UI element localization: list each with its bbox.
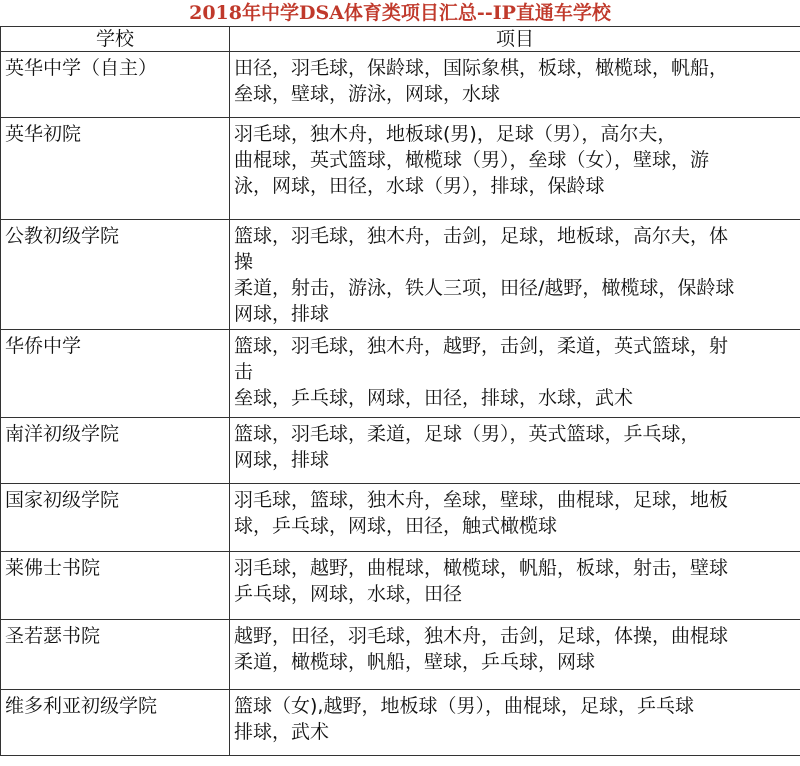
table-row bbox=[1, 52, 800, 118]
school-name: 英华初院 bbox=[1, 118, 230, 220]
table-header-row bbox=[1, 27, 800, 52]
sport-items-line: 篮球（女),越野，地板球（男），曲棍球，足球，乒乓球 bbox=[234, 695, 694, 717]
school-name: 南洋初级学院 bbox=[1, 418, 230, 484]
table-row bbox=[1, 690, 800, 756]
school-name: 国家初级学院 bbox=[1, 484, 230, 552]
table-row bbox=[1, 118, 800, 220]
sports-table bbox=[0, 26, 800, 756]
school-name: 英华中学（自主） bbox=[1, 52, 230, 118]
sport-items bbox=[230, 690, 800, 756]
sport-items-line: 柔道，射击，游泳，铁人三项，田径/越野，橄榄球，保龄球 bbox=[234, 277, 735, 299]
sport-items-line: 垒球，乒乓球，网球，田径，排球，水球，武术 bbox=[234, 387, 634, 409]
sport-items-line: 柔道，橄榄球，帆船，壁球，乒乓球，网球 bbox=[234, 651, 596, 673]
table-row bbox=[1, 220, 800, 330]
school-name: 圣若瑟书院 bbox=[1, 620, 230, 690]
sport-items-line: 篮球，羽毛球，柔道，足球（男），英式篮球，乒乓球， bbox=[234, 423, 700, 445]
sport-items-line: 球，乒乓球，网球，田径，触式橄榄球 bbox=[234, 515, 558, 537]
sport-items-line: 击 bbox=[234, 361, 254, 383]
sport-items bbox=[230, 484, 800, 552]
sport-items-line: 网球，排球 bbox=[234, 303, 330, 325]
sport-items-line: 羽毛球，独木舟，地板球(男)，足球（男），高尔夫， bbox=[234, 123, 677, 145]
sport-items-line: 羽毛球，篮球，独木舟，垒球，壁球，曲棍球，足球，地板 bbox=[234, 489, 729, 511]
header-school: 学校 bbox=[1, 27, 230, 52]
sport-items-line: 篮球，羽毛球，独木舟，越野，击剑，柔道，英式篮球，射 bbox=[234, 335, 729, 357]
sport-items-line: 网球，排球 bbox=[234, 449, 330, 471]
table-row bbox=[1, 484, 800, 552]
school-name: 华侨中学 bbox=[1, 330, 230, 418]
sport-items bbox=[230, 552, 800, 620]
school-name: 莱佛士书院 bbox=[1, 552, 230, 620]
sport-items-line: 羽毛球，越野，曲棍球，橄榄球，帆船，板球，射击，壁球 bbox=[234, 557, 729, 579]
table-row bbox=[1, 552, 800, 620]
sport-items-line: 篮球，羽毛球，独木舟，击剑，足球，地板球，高尔夫，体 bbox=[234, 225, 729, 247]
table-row bbox=[1, 418, 800, 484]
sport-items bbox=[230, 220, 800, 330]
sport-items-line: 越野，田径，羽毛球，独木舟，击剑，足球，体操，曲棍球 bbox=[234, 625, 729, 647]
table-row bbox=[1, 330, 800, 418]
sport-items bbox=[230, 330, 800, 418]
sport-items-line: 泳，网球，田径，水球（男），排球，保龄球 bbox=[234, 175, 605, 197]
sport-items bbox=[230, 52, 800, 118]
header-items: 项目 bbox=[230, 27, 800, 52]
sport-items-line: 乒乓球，网球，水球，田径 bbox=[234, 583, 463, 605]
school-name: 公教初级学院 bbox=[1, 220, 230, 330]
sport-items bbox=[230, 118, 800, 220]
sport-items bbox=[230, 620, 800, 690]
sport-items-line: 操 bbox=[234, 251, 254, 273]
sport-items-line: 垒球，壁球，游泳，网球，水球 bbox=[234, 83, 501, 105]
sport-items-line: 排球，武术 bbox=[234, 721, 330, 743]
page-title: 2018年中学DSA体育类项目汇总--IP直通车学校 bbox=[189, 2, 611, 24]
sport-items-line: 田径，羽毛球，保龄球，国际象棋，板球，橄榄球，帆船， bbox=[234, 57, 729, 79]
sport-items bbox=[230, 418, 800, 484]
sport-items-line: 曲棍球，英式篮球，橄榄球（男），垒球（女），壁球，游 bbox=[234, 149, 710, 171]
table-row bbox=[1, 620, 800, 690]
school-name: 维多利亚初级学院 bbox=[1, 690, 230, 756]
